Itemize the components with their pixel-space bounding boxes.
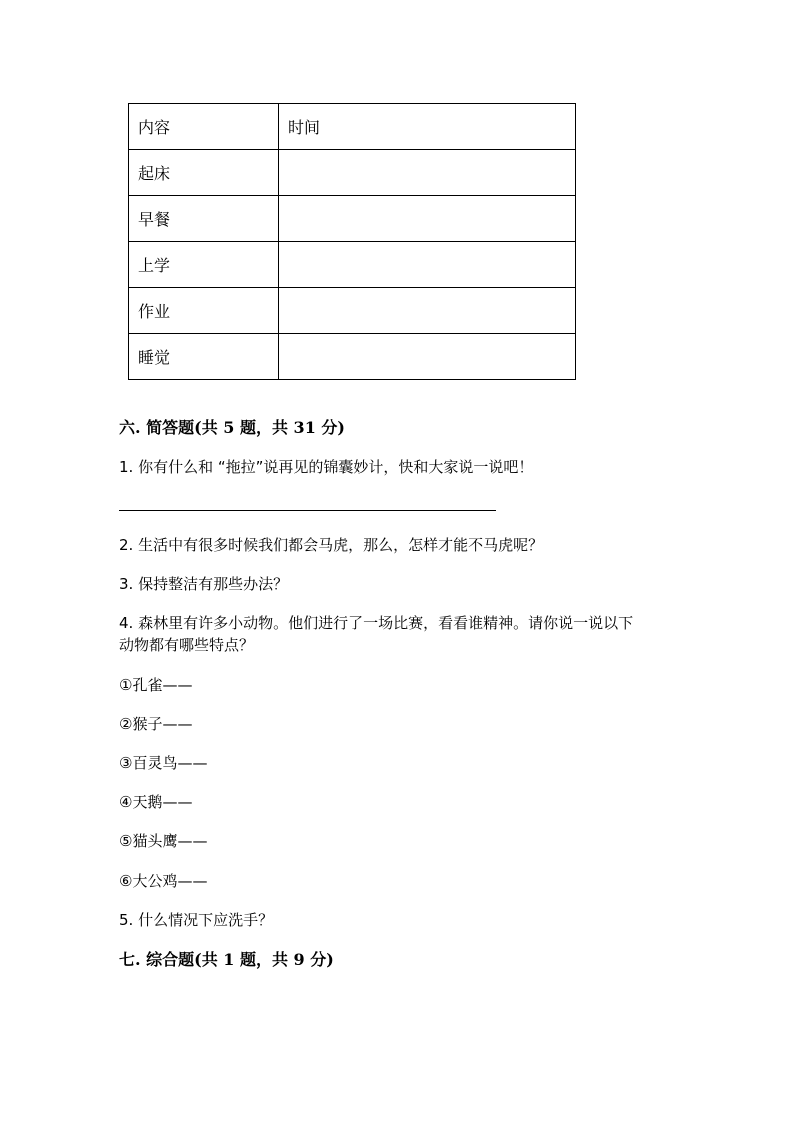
question-5: 5. 什么情况下应洗手？ (119, 911, 274, 929)
animal-item: ⑥大公鸡—— (119, 872, 208, 890)
time-cell[interactable] (279, 288, 576, 334)
row-label: 睡觉 (129, 334, 279, 380)
question-1: 1. 你有什么和 “拖拉”说再见的锦囊妙计，快和大家说一说吧！ (119, 458, 534, 476)
row-label: 上学 (129, 242, 279, 288)
answer-line[interactable] (119, 510, 496, 511)
animal-item: ①孔雀—— (119, 676, 193, 694)
table-row (129, 196, 576, 242)
table-row (129, 334, 576, 380)
animal-item: ③百灵鸟—— (119, 754, 208, 772)
animal-item: ④天鹅—— (119, 793, 193, 811)
section-7-title: 七. 综合题(共 1 题，共 9 分) (119, 950, 334, 969)
header-time: 时间 (279, 104, 576, 150)
question-4-line-2: 动物都有哪些特点？ (119, 636, 255, 654)
table-row (129, 288, 576, 334)
row-label: 作业 (129, 288, 279, 334)
table-row (129, 242, 576, 288)
header-content: 内容 (129, 104, 279, 150)
section-6-title: 六. 简答题(共 5 题，共 31 分) (119, 418, 345, 437)
time-cell[interactable] (279, 242, 576, 288)
row-label: 起床 (129, 150, 279, 196)
row-label: 早餐 (129, 196, 279, 242)
animal-item: ②猴子—— (119, 715, 193, 733)
table-header-row (129, 104, 576, 150)
time-cell[interactable] (279, 150, 576, 196)
animal-item: ⑤猫头鹰—— (119, 832, 208, 850)
table-row (129, 150, 576, 196)
question-3: 3. 保持整洁有那些办法？ (119, 575, 289, 593)
time-cell[interactable] (279, 334, 576, 380)
question-2: 2. 生活中有很多时候我们都会马虎，那么，怎样才能不马虎呢？ (119, 536, 544, 554)
time-cell[interactable] (279, 196, 576, 242)
schedule-table (128, 103, 576, 380)
question-4-line-1: 4. 森林里有许多小动物。他们进行了一场比赛，看看谁精神。请你说一说以下 (119, 614, 634, 632)
